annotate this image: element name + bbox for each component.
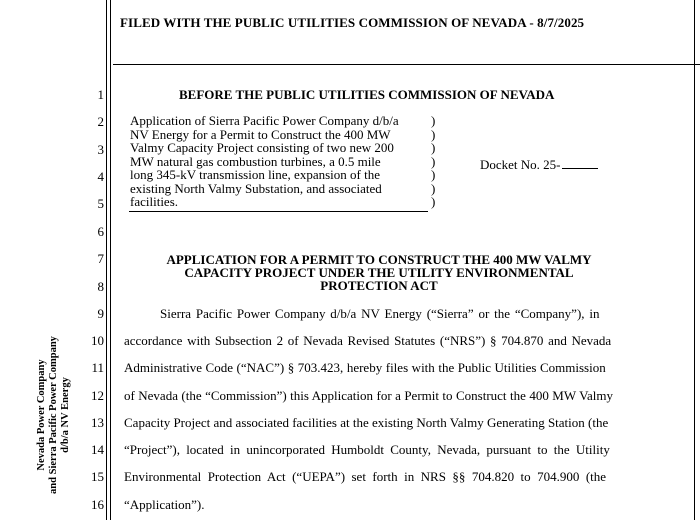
application-title-line: APPLICATION FOR A PERMIT TO CONSTRUCT THE 400 MW VALMY (166, 252, 592, 267)
body-line: “Application”). (124, 497, 205, 512)
body-line: “Project”), located in unincorporated Humboldt County, Nevada, pursuant to the Utility (124, 442, 610, 457)
line-number: 13 (91, 415, 104, 430)
body-line: Capacity Project and associated facilities at the existing North Valmy Generating Station (the (124, 415, 609, 430)
paren: ) (431, 194, 436, 209)
line-number: 7 (97, 251, 104, 266)
line-number: 11 (91, 360, 104, 375)
body-line: Environmental Protection Act (“UEPA”) set forth in NRS §§ 704.820 to 704.900 (the (124, 469, 607, 484)
body-line: Sierra Pacific Power Company d/b/a NV Energy (“Sierra” or the “Company”), in (160, 306, 600, 321)
side-label-line: and Sierra Pacific Power Company (48, 336, 59, 494)
caption-underline (129, 211, 428, 212)
filing-header: FILED WITH THE PUBLIC UTILITIES COMMISSION OF NEVADA - 8/7/2025 (120, 15, 585, 30)
line-number: 12 (91, 388, 104, 403)
caption-line: Application of Sierra Pacific Power Company d/b/a (130, 113, 399, 128)
side-label-line: Nevada Power Company (36, 359, 47, 471)
court-title: BEFORE THE PUBLIC UTILITIES COMMISSION OF NEVADA (179, 87, 555, 102)
caption-line: MW natural gas combustion turbines, a 0.5 mile (130, 153, 381, 169)
body-line: accordance with Subsection 2 of Nevada Revised Statutes (“NRS”) § 704.870 and Nevada (124, 333, 612, 348)
application-title-line: CAPACITY PROJECT UNDER THE UTILITY ENVIRONMENTAL (184, 265, 574, 280)
paren: ) (431, 113, 436, 128)
line-number: 1 (97, 87, 104, 102)
paren: ) (431, 140, 436, 155)
line-number: 2 (97, 114, 104, 129)
docket-blank (562, 156, 598, 169)
right-margin-rule (694, 0, 695, 520)
caption-line: NV Energy for a Permit to Construct the 400 MW (130, 126, 391, 142)
side-label-line: d/b/a NV Energy (60, 377, 71, 453)
caption-line: Valmy Capacity Project consisting of two new 200 (130, 140, 394, 155)
left-margin-rule-outer (106, 0, 107, 520)
sidebar-company-label (36, 336, 72, 494)
caption-parens (431, 114, 435, 209)
line-number: 8 (97, 279, 104, 294)
left-margin-rule-inner (110, 0, 111, 520)
line-number: 10 (91, 333, 104, 348)
header-divider (113, 64, 700, 65)
line-number: 14 (91, 442, 104, 457)
line-number: 9 (97, 306, 104, 321)
application-title-line: PROTECTION ACT (320, 278, 438, 293)
paren: ) (431, 180, 436, 196)
caption-line: long 345-kV transmission line, expansion of the (130, 167, 380, 182)
caption-line: facilities. (130, 194, 179, 209)
caption-line: existing North Valmy Substation, and associated (130, 180, 382, 196)
line-number: 6 (97, 224, 104, 239)
case-caption (130, 114, 413, 209)
docket-label: Docket No. 25- (480, 157, 561, 172)
paren: ) (431, 153, 436, 169)
line-number: 15 (91, 469, 104, 484)
line-number: 3 (97, 142, 104, 157)
paren: ) (431, 126, 436, 142)
body-line: Administrative Code (“NAC”) § 703.423, hereby files with the Public Utilities Commission (124, 360, 606, 375)
line-number: 16 (91, 497, 104, 512)
line-number: 5 (97, 196, 104, 211)
line-number: 4 (97, 169, 104, 184)
application-title (125, 253, 633, 292)
body-line: of Nevada (the “Commission”) this Application for a Permit to Construct the 400 MW Valmy (124, 388, 614, 403)
paren: ) (431, 167, 436, 182)
docket-number (480, 156, 598, 173)
